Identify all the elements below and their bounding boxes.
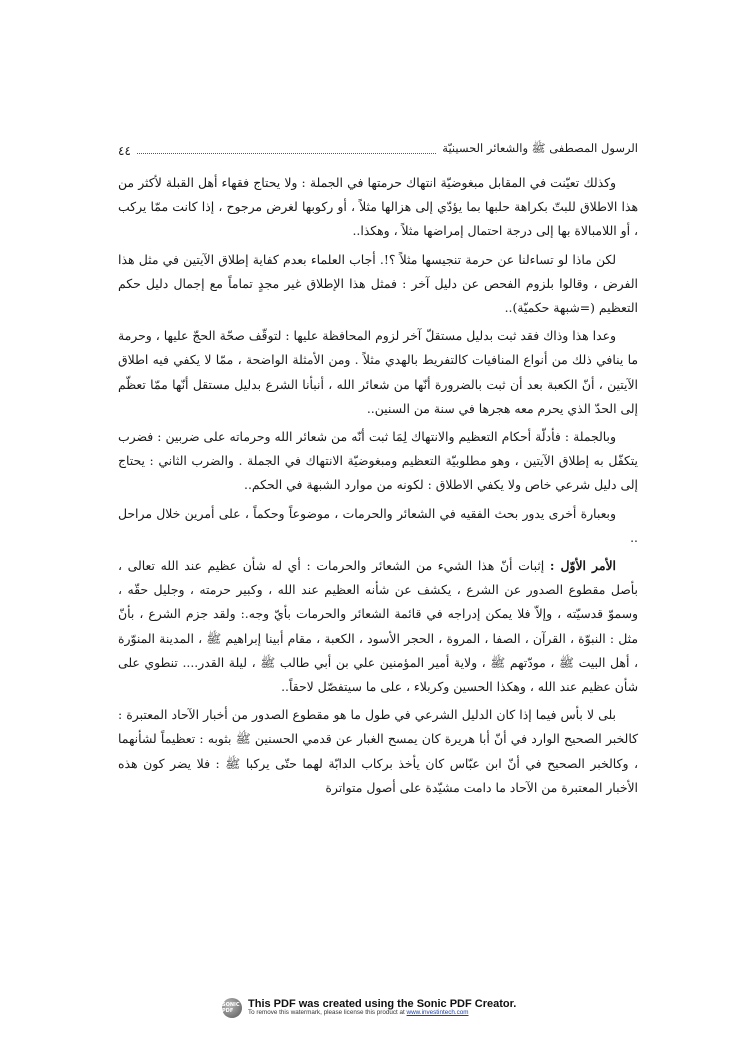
page-body	[118, 171, 638, 804]
paragraph-4: وبالجملة : فأدلّة أحكام التعظيم والانتهاك لِمَا ثبت أنّه من شعائر الله وحرماته على ضربين : فضرب يتكفّل به إطلاق الآيتين ، وهو مطلوبيّة التعظيم ومبغوضيّة الانتهاك في الجملة . والضرب الثاني : يحتاج إلى دليل شرعي خاص ولا يكفي الاطلاق : لكونه من موارد الشبهة في الحكم..	[118, 429, 638, 493]
watermark-text	[248, 999, 516, 1017]
running-header	[118, 138, 638, 158]
paragraph-6	[118, 554, 638, 699]
header-title: الرسول المصطفى ﷺ والشعائر الحسينيّة	[442, 141, 638, 155]
license-link[interactable]: www.investintech.com	[406, 1009, 469, 1017]
bold-lead-in: الأمر الأوّل :	[549, 558, 616, 574]
paragraph-1: وكذلك تعيّنت في المقابل مبغوضيّة انتهاك حرمتها في الجملة : ولا يحتاج فقهاء أهل القبلة لأكثر من هذا الاطلاق للبتّ بكراهة حلبها بما يؤدّي إلى هزالها مثلاً ، أو ركوبها لغرض مرجوح ، إذا كانت ممّا يركب ، أو اللامبالاة بها إلى درجة احتمال إمراضها مثلاً ، وهكذا..	[118, 175, 638, 239]
watermark-line-2-prefix: To remove this watermark, please license this product at	[248, 1009, 405, 1017]
header-dotted-leader	[137, 153, 436, 154]
paragraph-7: بلى لا بأس فيما إذا كان الدليل الشرعي في طول ما هو مقطوع الصدور من أخبار الآحاد المعتبرة : كالخبر الصحيح الوارد في أنّ أبا هريرة كان يمسح الغبار عن قدمي الحسنين ﷺ بثوبه : تعظيماً لشأنهما ، وكالخبر الصحيح في أنّ ابن عبّاس كان يأخذ بركاب الدابّة لهما حتّى يركبا ﷺ : فلا يضر كون هذه الأخبار المعتبرة من الآحاد ما دامت مشيّدة على أصول متواترة	[118, 707, 638, 795]
watermark-line-2	[248, 1010, 516, 1017]
logo-text: SONIC PDF	[222, 1002, 240, 1014]
paragraph-5: وبعبارة أخرى يدور بحث الفقيه في الشعائر والحرمات ، موضوعاً وحكماً ، على أمرين خلال مراحل ..	[118, 505, 638, 545]
watermark-line-1: This PDF was created using the Sonic PDF Creator.	[248, 997, 517, 1010]
sonic-pdf-logo-icon	[222, 998, 242, 1018]
page-number: ٤٤	[118, 144, 131, 158]
paragraph-6-text: إثبات أنّ هذا الشيء من الشعائر والحرمات : أي له شأن عظيم عند الله تعالى ، بأصل مقطوع الصدور عن الشرع ، يكشف عن شأنه العظيم عند الله ، وكبير حرمته ، وجليل حقّه ، وسموّ قدسيّته ، وإلاّ فلا يمكن إدراجه في قائمة الشعائر والحرمات بأيّ وجه.: ولقد جزم الشرع ، بأنّ مثل : النبوّة ، القرآن ، الصفا ، المروة ، الحجر الأسود ، الكعبة ، مقام أبينا إبراهيم ﷺ ، المدينة المنوّرة ، أهل البيت ﷺ ، مودّتهم ﷺ ، ولاية أمير المؤمنين علي بن أبي طالب ﷺ ، ليلة القدر.... تنطوي على شأن عظيم عند الله ، وهكذا الحسين وكربلاء ، على ما سيتفصّل لاحقاً..	[118, 558, 638, 695]
pdf-watermark	[222, 995, 532, 1021]
paragraph-3: وعدا هذا وذاك فقد ثبت بدليل مستقلّ آخر لزوم المحافظة عليها : لتوقّف صحّة الحجّ عليها ، وحرمة ما ينافي ذلك من أنواع المنافيات كالتفريط بالهدي مثلاً . ومن الأمثلة الواضحة ، ممّا لا يكفي فيه اطلاق الآيتين ، أنّ الكعبة بعد أن ثبت بالضرورة أنّها من شعائر الله ، أنبأنا الشرع بدليل مستقل أنّها ممّا تعظّم إلى الحدّ الذي يحرم معه هجرها في سنة من السنين..	[118, 328, 638, 416]
paragraph-2: لكن ماذا لو تساءلنا عن حرمة تنجيسها مثلاً ؟!. أجاب العلماء بعدم كفاية إطلاق الآيتين في مثل هذا الفرض ، وقالوا بلزوم الفحص عن دليل آخر : فمثل هذا الإطلاق غير مجدٍ تماماً مع إجمال دليل حكم التعظيم (=شبهة حكميّة)..	[118, 251, 638, 316]
